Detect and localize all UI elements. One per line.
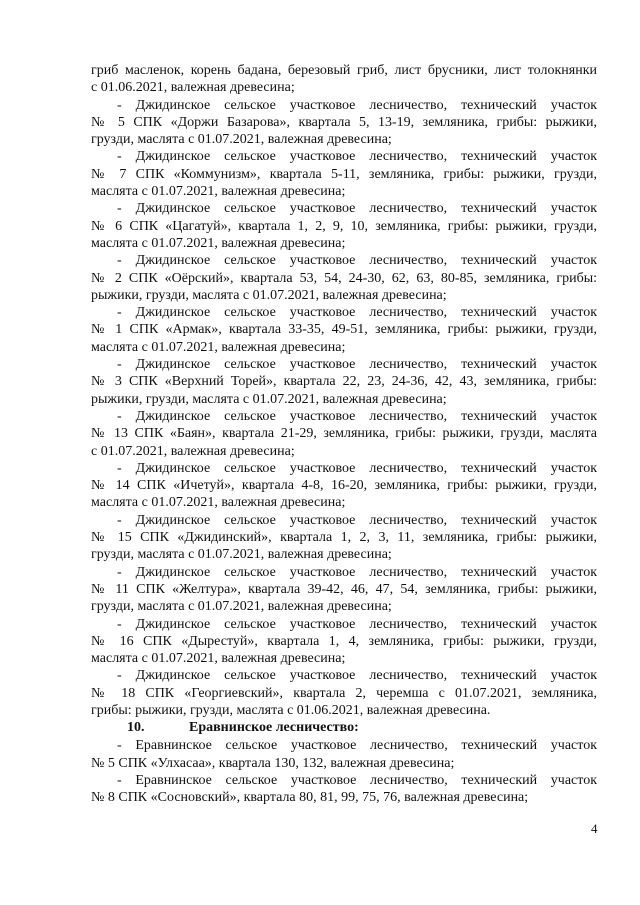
paragraph (91, 564, 597, 616)
document-page (91, 62, 597, 806)
text-line: № 11 СПК «Желтура», квартала 39-42, 46, 47, 54, земляника, грибы: рыжики, (91, 581, 597, 597)
text-line: рыжики, грузди, маслята с 01.07.2021, валежная древесина; (91, 287, 447, 303)
text-line: грибы: рыжики, грузди, маслята с 01.06.2021, валежная древесина. (91, 702, 491, 718)
text-line: грузди, маслята с 01.07.2021, валежная древесина; (91, 599, 392, 615)
text-line: № 18 СПК «Георгиевский», квартала 2, черемша с 01.07.2021, земляника, (91, 685, 597, 701)
paragraph (91, 148, 597, 200)
text-line: - Джидинское сельское участковое лесничество, технический участок (117, 357, 597, 373)
text-line: № 15 СПК «Джидинский», квартала 1, 2, 3, 11, земляника, грибы: рыжики, (91, 530, 597, 546)
text-line: - Джидинское сельское участковое лесничество, технический участок (117, 616, 597, 632)
text-line: № 14 СПК «Ичетуй», квартала 4-8, 16-20, земляника, грибы: рыжики, грузди, (91, 478, 597, 494)
paragraph (91, 97, 597, 149)
text-line: грузди, маслята с 01.07.2021, валежная древесина; (91, 132, 392, 148)
text-line: - Джидинское сельское участковое лесничество, технический участок (117, 253, 597, 269)
text-line: - Джидинское сельское участковое лесничество, технический участок (117, 201, 597, 217)
paragraph-group-9 (91, 62, 597, 719)
text-line: № 1 СПК «Армак», квартала 33-35, 49-51, земляника, грибы: рыжики, грузди, (91, 322, 597, 338)
text-line: - Еравнинское сельское участковое лесничество, технический участок (117, 738, 597, 754)
paragraph (91, 460, 597, 512)
text-line: с 01.07.2021, валежная древесина; (91, 443, 295, 459)
text-line: - Еравнинское сельское участковое лесничество, технический участок (117, 772, 597, 788)
paragraph (91, 737, 597, 772)
paragraph (91, 616, 597, 668)
text-line: № 7 СПК «Коммунизм», квартала 5-11, земляника, грибы: рыжики, грузди, (91, 166, 597, 182)
paragraph (91, 62, 597, 97)
paragraph (91, 667, 597, 719)
text-line: - Джидинское сельское участковое лесничество, технический участок (117, 564, 597, 580)
section-number: 10. (127, 720, 145, 736)
text-line: маслята с 01.07.2021, валежная древесина; (91, 235, 346, 251)
text-line: № 13 СПК «Баян», квартала 21-29, земляника, грибы: рыжики, грузди, маслята (91, 426, 597, 442)
paragraph-group-10 (91, 737, 597, 806)
text-line: рыжики, грузди, маслята с 01.07.2021, валежная древесина; (91, 391, 447, 407)
text-line: маслята с 01.07.2021, валежная древесина; (91, 339, 346, 355)
text-line: маслята с 01.07.2021, валежная древесина; (91, 495, 346, 511)
text-line: № 3 СПК «Верхний Торей», квартала 22, 23, 24-36, 42, 43, земляника, грибы: (91, 374, 597, 390)
text-line: гриб масленок, корень бадана, березовый гриб, лист брусники, лист толокнянки (91, 63, 597, 78)
text-line: маслята с 01.07.2021, валежная древесина; (91, 184, 346, 200)
paragraph (91, 304, 597, 356)
text-line: № 2 СПК «Оёрский», квартала 53, 54, 24-30, 62, 63, 80-85, земляника, грибы: (91, 270, 597, 286)
paragraph (91, 772, 597, 807)
paragraph (91, 408, 597, 460)
text-line: - Джидинское сельское участковое лесничество, технический участок (117, 668, 597, 684)
text-line: № 5 СПК «Доржи Базарова», квартала 5, 13-19, земляника, грибы: рыжики, (91, 114, 597, 130)
section-heading (91, 719, 597, 737)
section-title: Еравнинское лесничество: (189, 720, 359, 736)
text-line: - Джидинское сельское участковое лесничество, технический участок (117, 97, 597, 113)
text-line: маслята с 01.07.2021, валежная древесина; (91, 651, 346, 667)
text-line: грузди, маслята с 01.07.2021, валежная древесина; (91, 547, 392, 563)
paragraph (91, 200, 597, 252)
text-line: - Джидинское сельское участковое лесничество, технический участок (117, 512, 597, 528)
text-line: № 6 СПК «Цагатуй», квартала 1, 2, 9, 10, земляника, грибы: рыжики, грузди, (91, 218, 597, 234)
text-line: - Джидинское сельское участковое лесничество, технический участок (117, 408, 597, 424)
paragraph (91, 356, 597, 408)
text-line: - Джидинское сельское участковое лесничество, технический участок (117, 149, 597, 165)
paragraph (91, 252, 597, 304)
text-line: № 16 СПК «Дырестуй», квартала 1, 4, земляника, грибы: рыжики, грузди, (91, 633, 597, 649)
text-line: № 8 СПК «Сосновский», квартала 80, 81, 99, 75, 76, валежная древесина; (91, 790, 529, 806)
text-line: - Джидинское сельское участковое лесничество, технический участок (117, 460, 597, 476)
paragraph (91, 512, 597, 564)
text-line: - Джидинское сельское участковое лесничество, технический участок (117, 305, 597, 321)
text-line: № 5 СПК «Улхасаа», квартала 130, 132, валежная древесина; (91, 755, 455, 771)
page-number: 4 (591, 821, 598, 836)
text-line: с 01.06.2021, валежная древесина; (91, 80, 295, 96)
